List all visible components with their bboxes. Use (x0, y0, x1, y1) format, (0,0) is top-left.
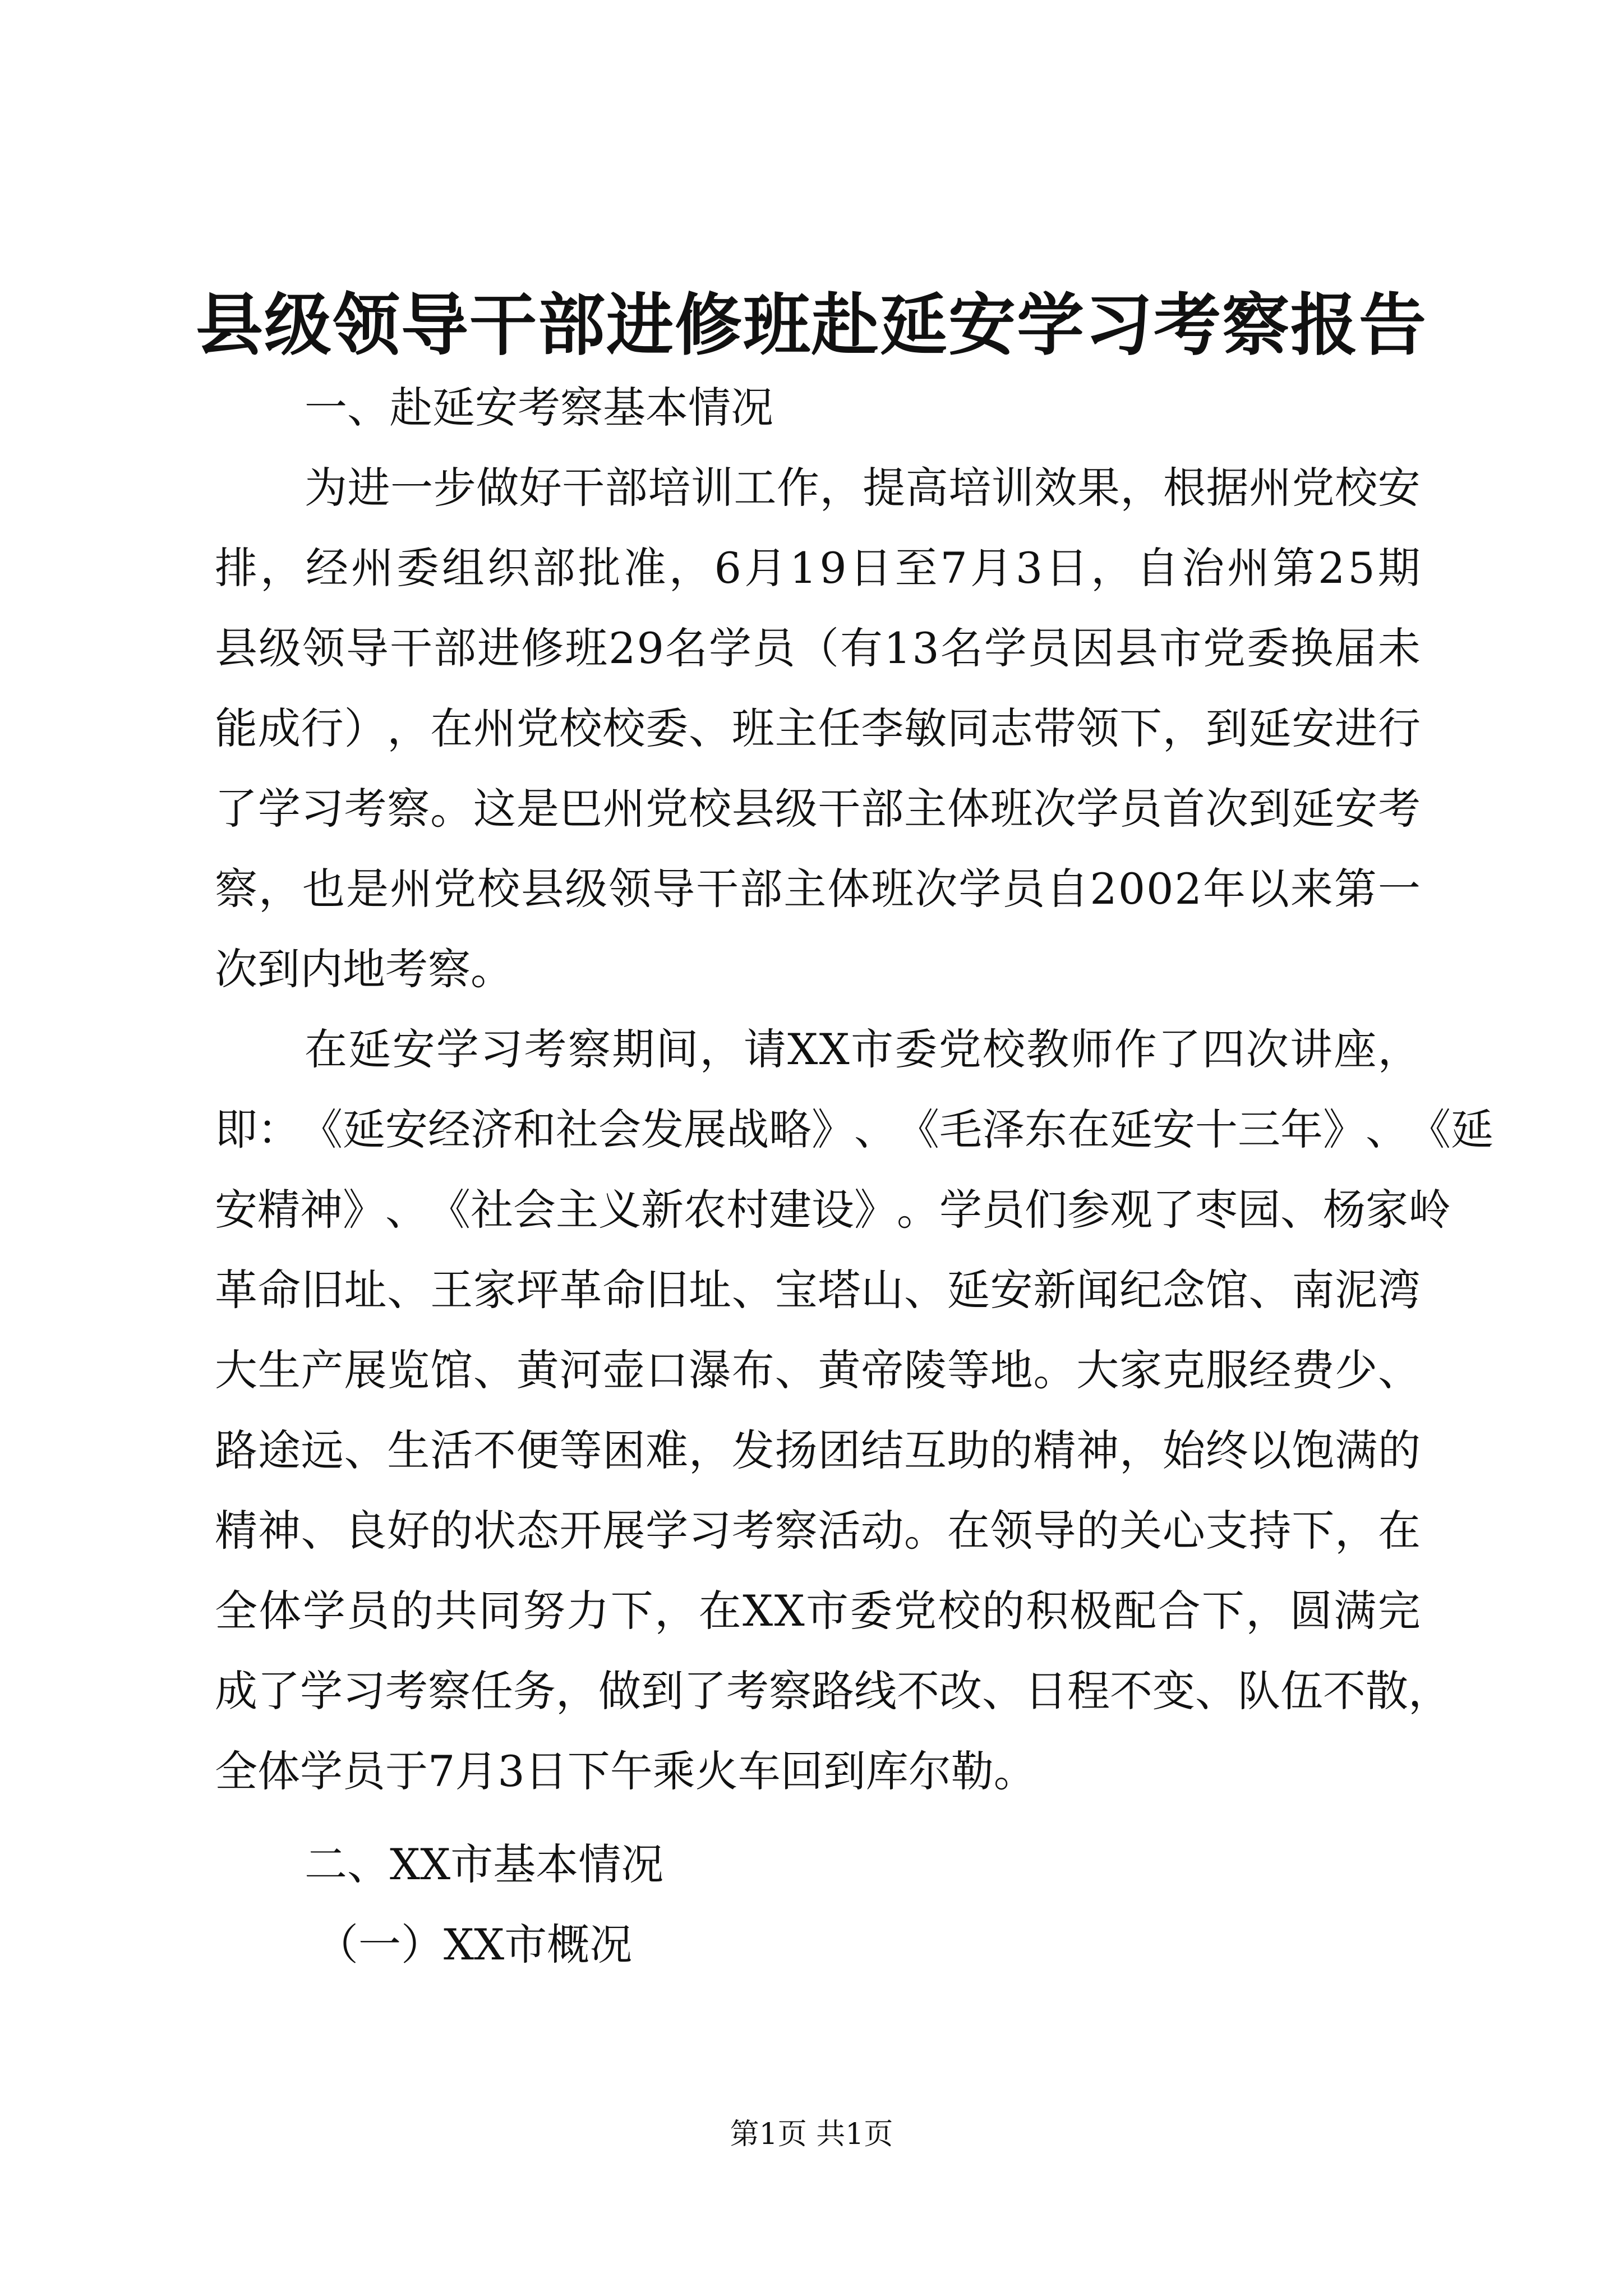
section-heading: 一、赴延安考察基本情况 (305, 383, 773, 432)
paragraph-line: 全 体 学 员 的 共 同 努 力 下 ， 在 X X 市 委 党 校 的 积 极 配 合 下 ， 圆 满 完 (215, 1586, 1421, 1636)
paragraph-line: 为 进 一 步 做 好 干 部 培 训 工 作 ， 提 高 培 训 效 果 ， 根 据 州 党 校 安 (305, 463, 1421, 513)
document-title: 县级领导干部进修班赴延安学习考察报告 (196, 286, 1427, 365)
page-number: 第1页 共1页 (730, 2118, 893, 2151)
paragraph-line: 在 延 安 学 习 考 察 期 间 ， 请 X X 市 委 党 校 教 师 作 了 四 次 讲 座 ， (305, 1024, 1421, 1074)
paragraph-line: 全体学员于7月3日下午乘火车回到库尔勒。 (215, 1746, 1036, 1796)
paragraph-line: 了 学 习 考 察 。 这 是 巴 州 党 校 县 级 干 部 主 体 班 次 学 员 首 次 到 延 安 考 (215, 784, 1421, 834)
paragraph-line: 即 ： 《 延 安 经 济 和 社 会 发 展 战 略 》 、 《 毛 泽 东 在 延 安 十 三 年 》 、 《 延 (215, 1105, 1493, 1154)
paragraph-line: 察 ， 也 是 州 党 校 县 级 领 导 干 部 主 体 班 次 学 员 自 2 0 0 2 年 以 来 第 一 (215, 864, 1421, 914)
paragraph-line: 排 ， 经 州 委 组 织 部 批 准 ， 6 月 1 9 日 至 7 月 3 日 ， 自 治 州 第 2 5 期 (215, 543, 1421, 593)
paragraph-line: 成 了 学 习 考 察 任 务 ， 做 到 了 考 察 路 线 不 改 、 日 程 不 变 、 队 伍 不 散 ， (215, 1666, 1451, 1716)
paragraph-line: 安 精 神 》 、 《 社 会 主 义 新 农 村 建 设 》 。 学 员 们 参 观 了 枣 园 、 杨 家 岭 (215, 1185, 1451, 1235)
paragraph-line: 能 成 行 ） ， 在 州 党 校 校 委 、 班 主 任 李 敏 同 志 带 领 下 ， 到 延 安 进 行 (215, 703, 1421, 753)
document-body (215, 367, 1493, 1985)
paragraph-line: 县 级 领 导 干 部 进 修 班 2 9 名 学 员 （ 有 1 3 名 学 员 因 县 市 党 委 换 届 未 (215, 623, 1421, 673)
paragraph-line: 大 生 产 展 览 馆 、 黄 河 壶 口 瀑 布 、 黄 帝 陵 等 地 。 大 家 克 服 经 费 少 、 (215, 1345, 1421, 1395)
paragraph-line: 革 命 旧 址 、 王 家 坪 革 命 旧 址 、 宝 塔 山 、 延 安 新 闻 纪 念 馆 、 南 泥 湾 (215, 1265, 1421, 1315)
paragraph-line: 次到内地考察。 (215, 944, 513, 994)
section-heading: 二、XX市基本情况 (305, 1839, 664, 1889)
subsection-heading: （一）XX市概况 (316, 1920, 633, 1970)
paragraph-line: 精 神 、 良 好 的 状 态 开 展 学 习 考 察 活 动 。 在 领 导 的 关 心 支 持 下 ， 在 (215, 1506, 1421, 1556)
paragraph-line: 路 途 远 、 生 活 不 便 等 困 难 ， 发 扬 团 结 互 助 的 精 神 ， 始 终 以 饱 满 的 (215, 1425, 1421, 1475)
